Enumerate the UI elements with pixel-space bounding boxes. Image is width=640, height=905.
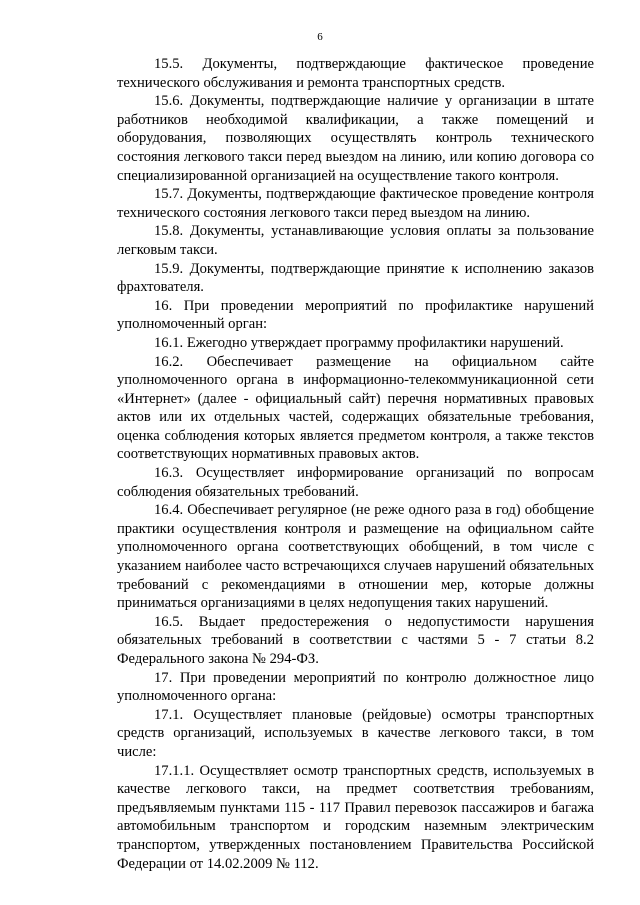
- paragraph-16-3: 16.3. Осуществляет информирование организаций по вопросам соблюдения обязательных требований.: [117, 465, 594, 500]
- paragraph-15-9: 15.9. Документы, подтверждающие принятие к исполнению заказов фрахтователя.: [117, 260, 594, 296]
- paragraph-16-1: 16.1. Ежегодно утверждает программу профилактики нарушений.: [154, 334, 564, 351]
- paragraph-16: 16. При проведении мероприятий по профилактике нарушений уполномоченный орган:: [117, 297, 594, 333]
- paragraph-17-1: 17.1. Осуществляет плановые (рейдовые) осмотры транспортных средств организаций, используемых в качестве легкового такси, в том числе:: [117, 706, 594, 760]
- page-number: 6: [317, 31, 323, 43]
- paragraph-15-6: 15.6. Документы, подтверждающие наличие у организации в штате работников необходимой квалификации, а также помещений и оборудования, позволяющих осуществлять контроль технического состояния легкового такси перед выездом на линию, или копию договора со специализированной организацией на осуществление такого контроля.: [117, 93, 594, 184]
- paragraph-15-5: 15.5. Документы, подтверждающие фактическое проведение технического обслуживания и ремонта транспортных средств.: [117, 56, 594, 91]
- paragraph-16-4: 16.4. Обеспечивает регулярное (не реже одного раза в год) обобщение практики осуществления контроля и размещение на официальном сайте уполномоченного органа соответствующих обобщений, в том числе с указанием наиболее часто встречающихся случаев нарушений обязательных требований с рекомендациями в отношении мер, которые должны приниматься организациями в целях недопущения таких нарушений.: [117, 502, 594, 612]
- paragraph-15-8: 15.8. Документы, устанавливающие условия оплаты за пользование легковым такси.: [117, 223, 594, 258]
- paragraph-17: 17. При проведении мероприятий по контролю должностное лицо уполномоченного органа:: [117, 669, 594, 705]
- paragraph-17-1-1: 17.1.1. Осуществляет осмотр транспортных средств, используемых в качестве легкового такси, на предмет соответствия требованиям, предъявляемым пунктами 115 - 117 Правил перевозок пассажиров и багажа автомобильным транспортом и городским наземным электрическим транспортом, утвержденных постановлением Правительства Российской Федерации от 14.02.2009 № 112.: [117, 762, 594, 872]
- paragraph-16-2: 16.2. Обеспечивает размещение на официальном сайте уполномоченного органа в информационно-телекоммуникационной сети «Интернет» (далее - официальный сайт) перечня нормативных правовых актов или их отдельных частей, содержащих обязательные требования, оценка соблюдения которых является предметом контроля, а также текстов соответствующих нормативных правовых актов.: [117, 353, 594, 463]
- document-body: [117, 55, 594, 873]
- paragraph-15-7: 15.7. Документы, подтверждающие фактическое проведение контроля технического состояния легкового такси перед выездом на линию.: [117, 186, 594, 221]
- paragraph-16-5: 16.5. Выдает предостережения о недопустимости нарушения обязательных требований в соответствии с частями 5 - 7 статьи 8.2 Федерального закона № 294-ФЗ.: [117, 613, 594, 667]
